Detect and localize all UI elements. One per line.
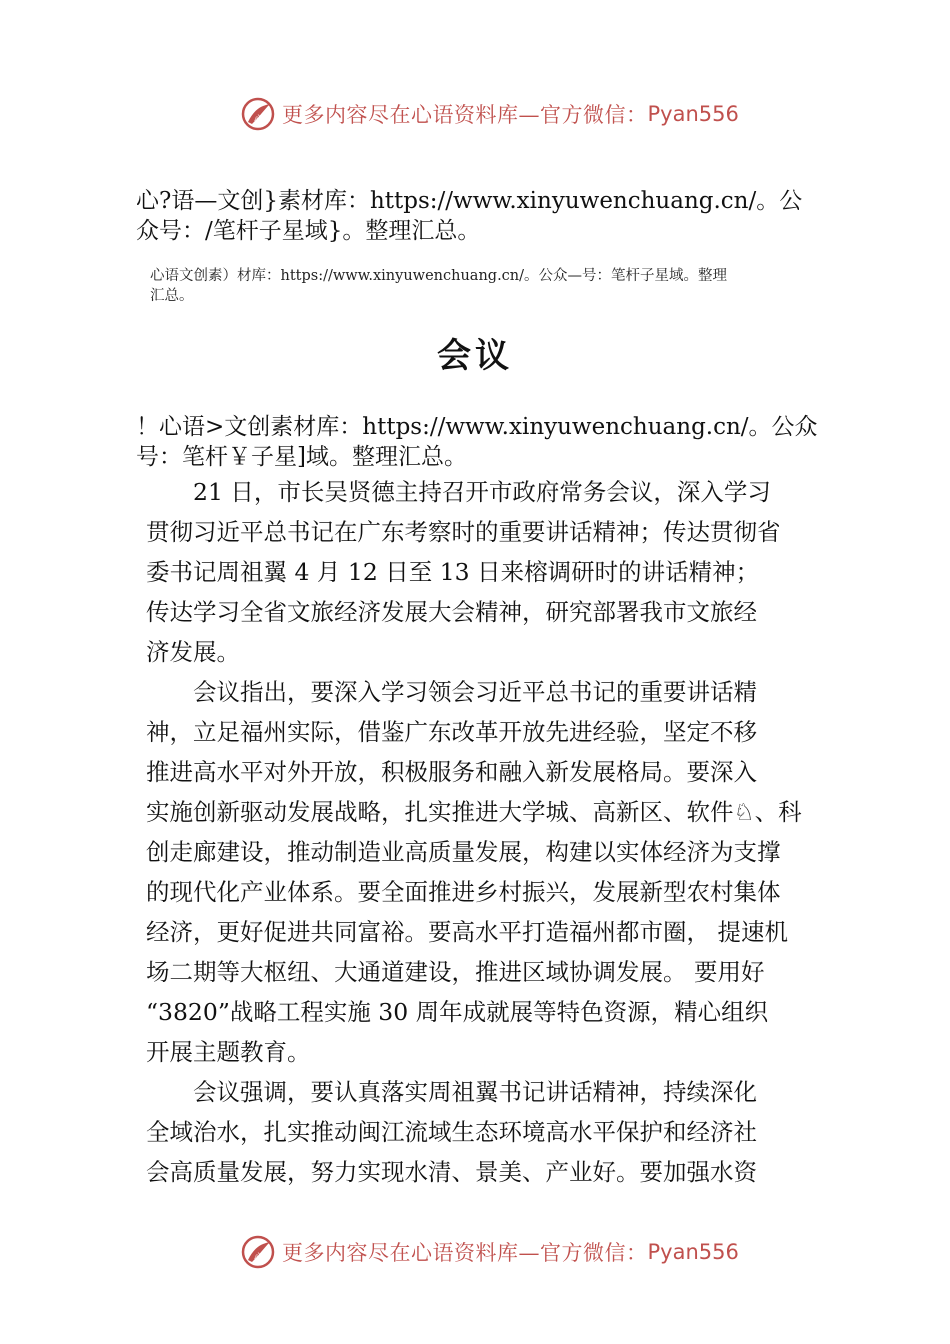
document-body <box>146 472 802 1192</box>
watermark-block-2 <box>150 266 727 306</box>
banner-text: 更多内容尽在心语资料库—官方微信： <box>282 103 648 127</box>
body-line: 的现代化产业体系。要全面推进乡村振兴，发展新型农村集体 <box>146 878 781 906</box>
watermark-line: 心语文创素）材库：https://www.xinyuwenchuang.cn/。公众—号：笔杆子星域。整理 <box>150 268 728 284</box>
banner-text: 更多内容尽在心语资料库—官方微信： <box>282 1241 648 1265</box>
body-line: 会议指出，要深入学习领会习近平总书记的重要讲话精 <box>193 678 757 706</box>
footer-banner <box>240 1232 739 1272</box>
body-line: 全域治水，扎实推动闽江流域生态环境高水平保护和经济社 <box>146 1118 757 1146</box>
watermark-block-3 <box>136 412 818 472</box>
header-banner <box>240 94 739 134</box>
body-line: 会议强调，要认真落实周祖翼书记讲话精神，持续深化 <box>193 1078 757 1106</box>
watermark-line: 心?语—文创}素材库：https://www.xinyuwenchuang.cn/。公 <box>136 188 803 214</box>
body-line: 创走廊建设，推动制造业高质量发展，构建以实体经济为支撑 <box>146 838 781 866</box>
body-line: 开展主题教育。 <box>146 1038 311 1066</box>
watermark-line: 号：笔杆￥子星]域。整理汇总。 <box>136 444 467 470</box>
watermark-block-1 <box>136 186 802 246</box>
banner-wechat-id: Pyan556 <box>647 1240 739 1264</box>
logo-icon <box>240 1234 276 1270</box>
svg-text:心: 心 <box>254 115 264 125</box>
body-line: 实施创新驱动发展战略，扎实推进大学城、高新区、软件♘、科 <box>146 798 802 826</box>
body-line: 推进高水平对外开放，积极服务和融入新发展格局。要深入 <box>146 758 757 786</box>
body-line: “3820”战略工程实施 30 周年成就展等特色资源，精心组织 <box>146 998 769 1026</box>
body-line: 场二期等大枢纽、大通道建设，推进区域协调发展。 要用好 <box>146 958 765 986</box>
watermark-line: 众号：/笔杆子星域}。整理汇总。 <box>136 218 481 244</box>
body-line: 济发展。 <box>146 638 240 666</box>
body-line: 传达学习全省文旅经济发展大会精神，研究部署我市文旅经 <box>146 598 757 626</box>
svg-text:心: 心 <box>254 1253 264 1263</box>
body-line: 委书记周祖翼 4 月 12 日至 13 日来榕调研时的讲话精神； <box>146 558 760 586</box>
body-line: 会高质量发展，努力实现水清、景美、产业好。要加强水资 <box>146 1158 757 1186</box>
banner-wechat-id: Pyan556 <box>647 102 739 126</box>
body-line: 经济，更好促进共同富裕。要高水平打造福州都市圈， 提速机 <box>146 918 788 946</box>
body-line: 神，立足福州实际，借鉴广东改革开放先进经验，坚定不移 <box>146 718 757 746</box>
watermark-line: ！心语>文创素材库：https://www.xinyuwenchuang.cn/。公众 <box>136 414 818 440</box>
watermark-line: 汇总。 <box>150 288 194 304</box>
body-line: 21 日，市长吴贤德主持召开市政府常务会议，深入学习 <box>193 478 771 506</box>
document-title: 会议 <box>437 336 513 376</box>
body-line: 贯彻习近平总书记在广东考察时的重要讲话精神；传达贯彻省 <box>146 518 781 546</box>
logo-icon <box>240 96 276 132</box>
